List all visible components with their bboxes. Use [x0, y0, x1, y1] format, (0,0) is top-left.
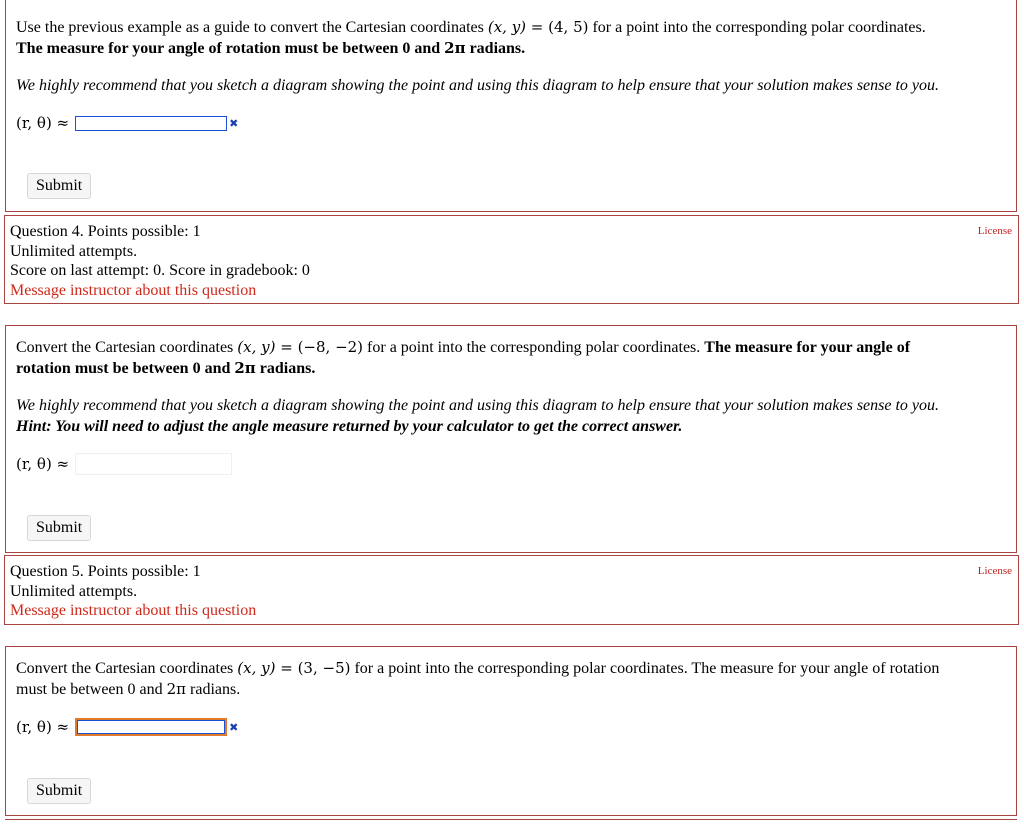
- question-3-answer-row: [16, 114, 238, 132]
- question-3-panel: [5, 0, 1017, 212]
- x-icon: ✖: [229, 116, 239, 130]
- license-link[interactable]: License: [977, 225, 1012, 237]
- question-5-answer-row: [16, 718, 238, 736]
- question-4-score: Score on last attempt: 0. Score in gradebook: 0: [10, 262, 310, 279]
- question-5-info: [4, 555, 1019, 625]
- question-4-line-1: Convert the Cartesian coordinates (x, y) = (−8, −2) for a point into the corresponding polar coordinates. The measure for your angle of: [16, 338, 911, 356]
- question-5-answer-input[interactable]: [75, 718, 227, 736]
- answer-label: (r, θ) ≈: [16, 718, 70, 736]
- question-3-line-1: Use the previous example as a guide to convert the Cartesian coordinates (x, y) = (4, 5) for a point into the corresponding polar coordinates.: [16, 18, 926, 36]
- question-5-title: Question 5. Points possible: 1: [10, 563, 201, 580]
- question-4-answer-row: [16, 453, 232, 475]
- question-5-text: [16, 658, 1002, 700]
- question-4-attempts: Unlimited attempts.: [10, 242, 138, 260]
- x-icon: ✖: [229, 720, 239, 734]
- question-3-text: [16, 17, 1002, 96]
- question-4-hint: Hint: You will need to adjust the angle measure returned by your calculator to get the correct answer.: [16, 418, 683, 435]
- question-5-line-2: must be between 0 and 2π radians.: [16, 680, 241, 698]
- question-4-text: [16, 337, 1002, 437]
- question-5-line-1: Convert the Cartesian coordinates (x, y) = (3, −5) for a point into the corresponding polar coordinates. The measure for your angle of rotation: [16, 659, 940, 677]
- question-4-panel: [5, 325, 1017, 553]
- question-3-line-2: The measure for your angle of rotation must be between 0 and 2π radians.: [16, 39, 526, 57]
- question-5-attempts: Unlimited attempts.: [10, 582, 138, 600]
- question-3-answer-input[interactable]: [75, 116, 227, 131]
- question-4-recommend: We highly recommend that you sketch a diagram showing the point and using this diagram to help ensure that your solution makes sense to you.: [16, 397, 940, 414]
- question-3-recommend: We highly recommend that you sketch a diagram showing the point and using this diagram to help ensure that your solution makes sense to you.: [16, 77, 940, 94]
- question-5-submit-button[interactable]: Submit: [27, 778, 91, 804]
- question-4-info: [4, 215, 1019, 304]
- question-4-title: Question 4. Points possible: 1: [10, 223, 201, 240]
- question-5-panel: [5, 646, 1017, 816]
- question-3-submit-button[interactable]: Submit: [27, 173, 91, 199]
- message-instructor-link[interactable]: Message instructor about this question: [10, 281, 257, 299]
- message-instructor-link[interactable]: Message instructor about this question: [10, 602, 257, 619]
- question-4-answer-input[interactable]: [75, 453, 232, 475]
- answer-label: (r, θ) ≈: [16, 455, 70, 473]
- question-4-line-2: rotation must be between 0 and 2π radians.: [16, 359, 316, 377]
- question-4-submit-button[interactable]: Submit: [27, 515, 91, 541]
- license-link[interactable]: License: [977, 565, 1012, 577]
- answer-label: (r, θ) ≈: [16, 114, 70, 132]
